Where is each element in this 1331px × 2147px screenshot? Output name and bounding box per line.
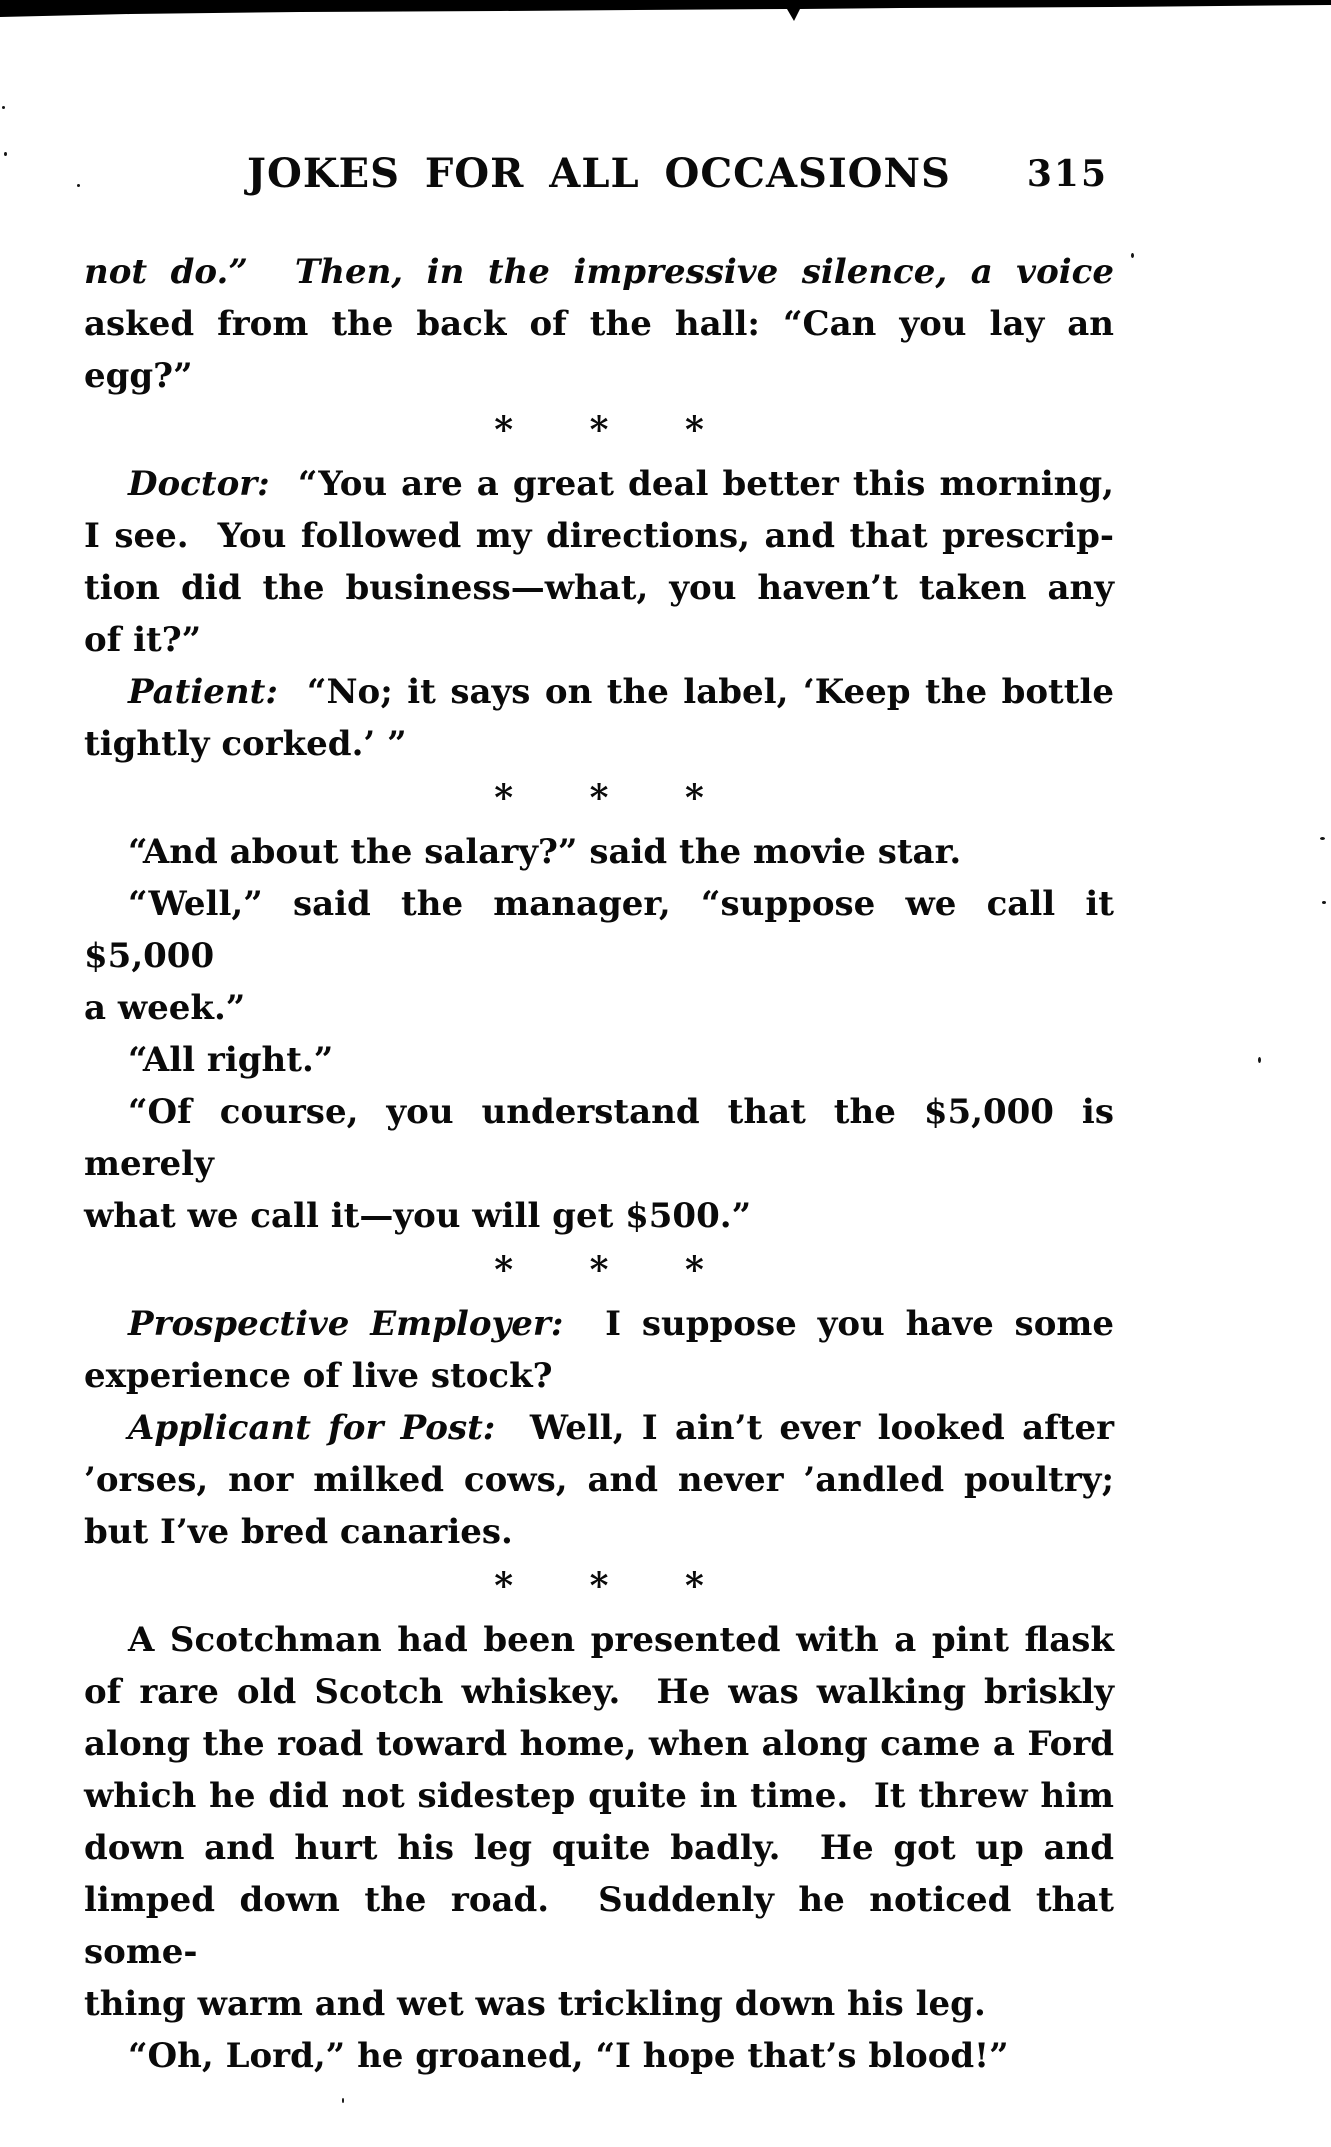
scan-speck <box>342 2098 344 2103</box>
text-column <box>84 150 1126 2082</box>
joke-separator: * * * <box>494 409 704 451</box>
page-title: JOKES FOR ALL OCCASIONS <box>247 150 951 197</box>
paragraph <box>84 666 1114 770</box>
paragraph <box>84 1298 1114 1402</box>
scan-speck <box>1131 253 1134 258</box>
text-segment: Patient: <box>128 672 278 712</box>
scan-speck <box>77 184 80 187</box>
text-line <box>84 1506 1114 1558</box>
joke-separator: * * * <box>494 1565 704 1607</box>
scan-speck <box>2 106 5 109</box>
text-line <box>84 562 1114 614</box>
text-line <box>84 1666 1114 1718</box>
text-segment: down and hurt his leg quite badly. He got up and <box>84 1828 1114 1868</box>
text-line <box>84 614 1114 666</box>
paragraph <box>84 878 1126 1034</box>
text-segment: Doctor: <box>128 464 270 504</box>
text-segment: thing warm and wet was trickling down his leg. <box>84 1984 986 2024</box>
text-segment: I see. You followed my directions, and that prescrip- <box>84 516 1114 556</box>
text-line <box>84 1718 1114 1770</box>
text-segment: “And about the salary?” said the movie star. <box>128 832 962 872</box>
text-line <box>84 1190 1114 1242</box>
text-segment: a week.” <box>84 988 246 1028</box>
scan-speck <box>4 152 7 156</box>
paragraph <box>84 458 1114 666</box>
text-line <box>84 1770 1114 1822</box>
paragraph <box>84 246 1126 402</box>
paragraph <box>84 1614 1126 2030</box>
text-segment: but I’ve bred canaries. <box>84 1512 513 1552</box>
text-segment: of rare old Scotch whiskey. He was walking briskly <box>84 1672 1114 1712</box>
text-line <box>84 1874 1126 1978</box>
text-line <box>84 458 1114 510</box>
paragraph <box>84 2030 1114 2082</box>
text-line <box>84 826 1114 878</box>
text-segment: what we call it—you will get $500.” <box>84 1196 752 1236</box>
paragraph <box>84 1034 1114 1086</box>
paragraph <box>84 1402 1114 1558</box>
text-segment: not do.” Then, in the impressive silence, a voice <box>84 252 1114 292</box>
text-line <box>84 1614 1114 1666</box>
text-line <box>84 878 1126 982</box>
text-line <box>84 510 1114 562</box>
text-line <box>84 1978 1114 2030</box>
text-segment: “Well,” said the manager, “suppose we call it $5,000 <box>84 884 1126 976</box>
text-segment: I suppose you have some <box>563 1304 1114 1344</box>
text-segment: Prospective Employer: <box>128 1304 564 1344</box>
text-segment: “Oh, Lord,” he groaned, “I hope that’s blood!” <box>128 2036 1009 2076</box>
text-segment: of it?” <box>84 620 202 660</box>
text-line <box>84 1034 1114 1086</box>
text-segment: Applicant for Post: <box>128 1408 496 1448</box>
text-segment: tightly corked.’ ” <box>84 724 407 764</box>
text-line <box>84 246 1114 298</box>
text-line <box>84 2030 1114 2082</box>
paragraph <box>84 826 1114 878</box>
text-line <box>84 298 1126 402</box>
page-header <box>84 150 1114 206</box>
text-segment: “All right.” <box>128 1040 334 1080</box>
text-segment: experience of live stock? <box>84 1356 553 1396</box>
text-line <box>84 666 1114 718</box>
text-line <box>84 982 1114 1034</box>
text-segment: A Scotchman had been presented with a pint flask <box>128 1620 1114 1660</box>
text-line <box>84 1454 1114 1506</box>
text-line <box>84 1350 1114 1402</box>
text-line <box>84 1086 1126 1190</box>
text-segment: along the road toward home, when along came a Ford <box>84 1724 1114 1764</box>
scan-speck <box>1258 1057 1261 1063</box>
text-segment: “You are a great deal better this morning, <box>269 464 1114 504</box>
scan-speck <box>1322 901 1326 904</box>
text-segment: asked from the back of the hall: “Can you lay an egg?” <box>84 304 1126 396</box>
text-segment: tion did the business—what, you haven’t taken any <box>84 568 1114 608</box>
joke-separator: * * * <box>494 1249 704 1291</box>
text-line <box>84 1402 1114 1454</box>
text-segment: Well, I ain’t ever looked after <box>495 1408 1114 1448</box>
text-segment: “Of course, you understand that the $5,000 is merely <box>84 1092 1126 1184</box>
page-body <box>84 246 1126 2082</box>
text-segment: “No; it says on the label, ‘Keep the bottle <box>277 672 1114 712</box>
scan-torn-edge-artifact <box>0 0 1331 24</box>
text-line <box>84 1298 1114 1350</box>
text-segment: which he did not sidestep quite in time. It threw him <box>84 1776 1114 1816</box>
text-line <box>84 718 1114 770</box>
page-number: 315 <box>1026 153 1108 195</box>
paragraph <box>84 1086 1126 1242</box>
joke-separator: * * * <box>494 777 704 819</box>
text-line <box>84 1822 1114 1874</box>
text-segment: ’orses, nor milked cows, and never ’andled poultry; <box>84 1460 1114 1500</box>
scan-speck <box>1320 837 1325 840</box>
text-segment: limped down the road. Suddenly he noticed that some- <box>84 1880 1126 1972</box>
